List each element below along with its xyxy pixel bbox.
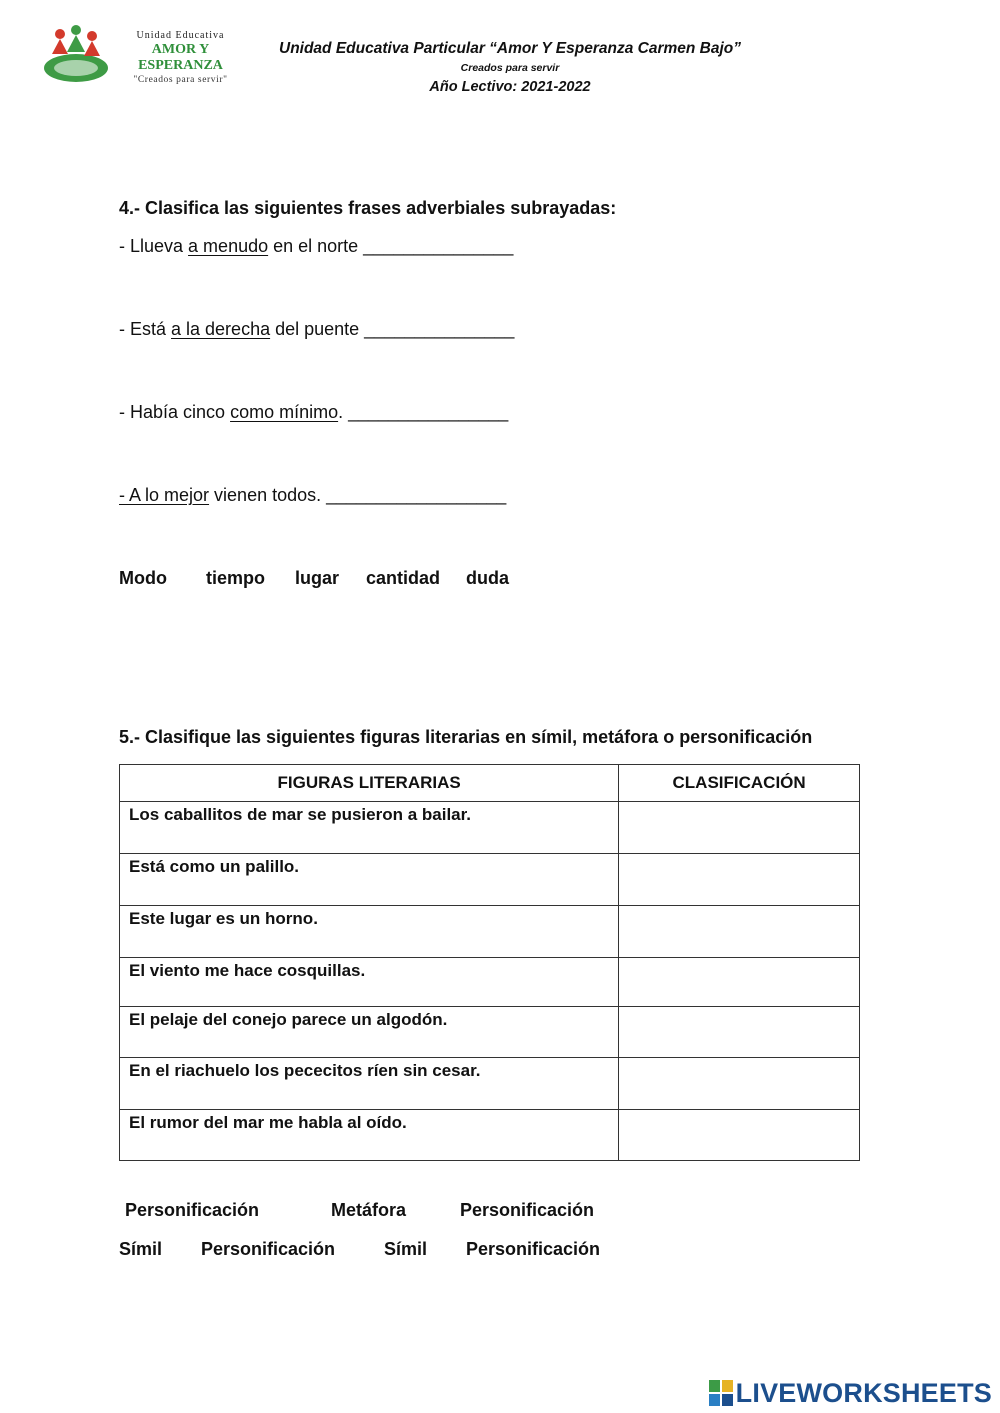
header-figuras-literarias: FIGURAS LITERARIAS (120, 765, 619, 802)
figure-text: El viento me hace cosquillas. (120, 958, 619, 1007)
classification-cell[interactable] (619, 1058, 860, 1110)
classification-cell[interactable] (619, 1110, 860, 1161)
school-name: Unidad Educativa Particular “Amor Y Esperanza Carmen Bajo” (279, 40, 741, 57)
figure-text: El rumor del mar me habla al oído. (120, 1110, 619, 1161)
figure-text: En el riachuelo los pececitos ríen sin cesar. (120, 1058, 619, 1110)
exercise-5-title: 5.- Clasifique las siguientes figuras literarias en símil, metáfora o personificación (119, 727, 813, 747)
liveworksheets-brand[interactable] (709, 1377, 992, 1409)
sentence-4 (119, 485, 506, 506)
table-row (120, 1110, 860, 1161)
answer-word: Personificación (466, 1239, 601, 1259)
option-lugar: lugar (295, 568, 340, 588)
table-row (120, 1007, 860, 1058)
figure-text: El pelaje del conejo parece un algodón. (120, 1007, 619, 1058)
sentence-3 (119, 402, 508, 423)
classification-cell[interactable] (619, 958, 860, 1007)
option-tiempo: tiempo (206, 568, 266, 588)
answer-word: Personificación (460, 1200, 595, 1220)
figure-text: Los caballitos de mar se pusieron a bailar. (120, 802, 619, 854)
sentence-2 (119, 319, 514, 340)
sentence-4-after: vienen todos. __________________ (209, 485, 507, 505)
table-header-row (120, 765, 860, 802)
answer-word: Metáfora (331, 1200, 407, 1220)
sentence-1-after: en el norte _______________ (268, 236, 514, 256)
sentence-3-after: . ________________ (338, 402, 509, 422)
school-year: Año Lectivo: 2021-2022 (429, 79, 591, 95)
sentence-1-before: - Llueva (119, 236, 189, 256)
answer-word: Personificación (201, 1239, 336, 1259)
header-clasificacion: CLASIFICACIÓN (619, 765, 860, 802)
logo-caption-line3: "Creados para servir" (133, 75, 228, 85)
table-row (120, 854, 860, 906)
classification-cell[interactable] (619, 906, 860, 958)
logo-caption-line1: Unidad Educativa (136, 30, 225, 41)
option-duda: duda (466, 568, 509, 588)
option-cantidad: cantidad (366, 568, 441, 588)
sentence-2-after: del puente _______________ (270, 319, 515, 339)
sentence-1-underlined: a menudo (188, 236, 269, 256)
liveworksheets-wordmark: LIVEWORKSHEETS (735, 1377, 992, 1408)
logo-caption-line2: AMOR Y ESPERANZA (138, 42, 223, 73)
answer-word: Símil (384, 1239, 428, 1259)
liveworksheets-icon (709, 1380, 733, 1406)
sentence-2-before: - Está (119, 319, 172, 339)
table-row (120, 958, 860, 1007)
school-logo-emblem (40, 24, 110, 86)
figure-text: Este lugar es un horno. (120, 906, 619, 958)
school-motto: Creados para servir (460, 62, 560, 74)
exercise-4-title: 4.- Clasifica las siguientes frases adverbiales subrayadas: (119, 198, 617, 218)
figure-text: Está como un palillo. (120, 854, 619, 906)
answer-word: Personificación (125, 1200, 260, 1220)
answer-word: Símil (119, 1239, 163, 1259)
sentence-3-before: - Había cinco (119, 402, 231, 422)
table-row (120, 906, 860, 958)
sentence-2-underlined: a la derecha (171, 319, 271, 339)
table-row (120, 802, 860, 854)
sentence-4-underlined: - A lo mejor (119, 485, 210, 505)
sentence-3-underlined: como mínimo (230, 402, 339, 422)
table-row (120, 1058, 860, 1110)
option-modo: Modo (119, 568, 167, 588)
classification-cell[interactable] (619, 1007, 860, 1058)
classification-cell[interactable] (619, 854, 860, 906)
classification-cell[interactable] (619, 802, 860, 854)
figures-table (119, 764, 860, 1161)
sentence-1 (119, 236, 513, 257)
